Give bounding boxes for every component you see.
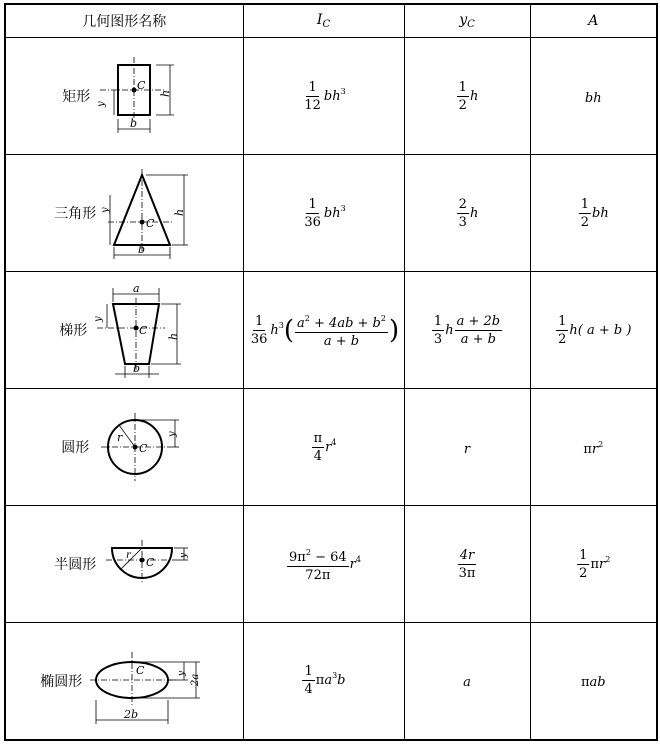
area-paren: ( a + b ) — [577, 322, 632, 338]
header-name — [5, 4, 243, 38]
yc-label: y — [93, 316, 105, 322]
shape-name: 三角形 — [54, 206, 97, 222]
geometry-properties-table — [4, 3, 658, 741]
shape-cell-triangle — [5, 155, 243, 272]
yc-value: r — [463, 441, 471, 457]
header-ic-main: I — [316, 12, 323, 28]
height-label: h — [167, 332, 181, 340]
centroid-label: C — [139, 324, 148, 337]
ic-inner-den: a + b — [323, 334, 360, 349]
ic-cell — [243, 623, 404, 740]
area-den: 2 — [579, 565, 588, 581]
yc-num: 2 — [458, 196, 467, 212]
header-row — [5, 4, 657, 38]
area-cell — [530, 272, 657, 389]
ic-num: 1 — [308, 79, 317, 95]
centroid-label: C — [136, 663, 145, 677]
area-num: 1 — [580, 196, 590, 212]
yc-cell — [404, 38, 530, 155]
ic-inner-mid: + 4ab + b — [309, 316, 381, 331]
ic-num: 1 — [304, 664, 313, 680]
radius-label: r — [126, 550, 132, 561]
table-row — [5, 623, 657, 740]
yc-tail: h — [445, 322, 454, 338]
area-tail: r — [599, 556, 606, 572]
ic-num: 1 — [308, 196, 317, 212]
yc-label: y — [167, 431, 179, 437]
ic-cell — [243, 389, 404, 506]
ic-tail: h — [270, 322, 279, 338]
ic-exp: 3 — [340, 203, 346, 213]
yc-inner-den: a + b — [460, 331, 496, 347]
circle-diagram — [95, 407, 187, 487]
area-cell — [530, 389, 657, 506]
table-row — [5, 506, 657, 623]
centroid-label: C — [139, 442, 148, 455]
ic-cell — [243, 506, 404, 623]
header-yc-sub: C — [467, 19, 475, 30]
centroid-label: C — [137, 79, 146, 92]
yc-num: 4r — [459, 547, 475, 563]
ic-den: 4 — [304, 682, 313, 698]
area-exp: 2 — [605, 554, 611, 564]
ic-tail: bh — [323, 88, 341, 104]
area-pi: π — [590, 556, 599, 572]
shape-cell-circle — [5, 389, 243, 506]
area-tail: r — [591, 441, 599, 457]
header-area — [530, 4, 657, 38]
ic-den: 4 — [313, 448, 322, 464]
yc-tail: h — [469, 205, 479, 221]
base-label: b — [130, 117, 138, 130]
yc-den: 3 — [433, 331, 443, 347]
ic-cell — [243, 155, 404, 272]
yc-cell — [404, 155, 530, 272]
ic-num: 1 — [254, 313, 264, 329]
ic-inner-exp1: 2 — [304, 314, 310, 323]
yc-den: 3π — [458, 565, 476, 581]
ic-exp: 4 — [331, 437, 337, 447]
ic-tail1: a — [324, 673, 333, 689]
header-ic — [243, 4, 404, 38]
yc-den: 2 — [458, 97, 467, 113]
yc-tail: h — [469, 88, 479, 104]
header-yc — [404, 4, 530, 38]
area-exp: 2 — [598, 439, 604, 449]
yc-den: 3 — [458, 214, 467, 230]
table-row — [5, 389, 657, 506]
yc-inner-num: a + 2b — [456, 313, 501, 329]
area-cell — [530, 623, 657, 740]
yc-num: 1 — [458, 79, 467, 95]
shape-name: 半圆形 — [54, 557, 97, 573]
ic-exp: 3 — [332, 671, 338, 681]
yc-label: y — [100, 207, 112, 213]
shape-name: 圆形 — [61, 440, 90, 456]
centroid-label: C — [146, 217, 155, 230]
ic-cell — [243, 38, 404, 155]
ic-den: 72π — [305, 568, 331, 583]
ic-tail: r — [349, 556, 356, 572]
yc-num: 1 — [433, 313, 443, 329]
ic-num-a: 9π — [289, 550, 306, 565]
top-width-label: a — [133, 282, 140, 295]
area-tail: h — [569, 322, 578, 338]
ellipse-diagram — [88, 636, 208, 726]
table-row — [5, 38, 657, 155]
yc-label: y — [177, 670, 188, 676]
header-ic-sub: C — [322, 19, 331, 30]
area-den: 2 — [580, 214, 590, 230]
shape-name: 矩形 — [62, 89, 91, 105]
yc-cell — [404, 389, 530, 506]
ic-num-exp: 2 — [305, 548, 311, 557]
yc-cell — [404, 506, 530, 623]
ic-tail: bh — [323, 205, 341, 221]
semicircle-diagram — [102, 534, 194, 594]
yc-label: y — [179, 552, 190, 558]
area-cell — [530, 155, 657, 272]
width-2b-label: 2b — [124, 707, 139, 721]
ic-tail: r — [325, 439, 332, 455]
centroid-label: C — [146, 556, 155, 569]
yc-label: y — [96, 101, 108, 107]
area-tail: bh — [592, 205, 609, 221]
shape-cell-trapezoid — [5, 272, 243, 389]
header-name-label: 几何图形名称 — [82, 14, 167, 30]
shape-name: 椭圆形 — [40, 673, 83, 690]
area-pi: π — [583, 441, 592, 457]
yc-cell — [404, 623, 530, 740]
area-tail: ab — [589, 675, 606, 691]
ic-exp: 3 — [278, 320, 284, 330]
ic-exp: 4 — [355, 554, 361, 564]
area-num: 1 — [579, 547, 588, 563]
ic-den: 36 — [304, 214, 321, 230]
ic-cell: $\frac{1}{36}$ $h^3$( $\frac{a^2 + 4ab + b^2}{a + b}$ ) — [243, 272, 404, 389]
header-area-label: A — [588, 13, 599, 29]
rectangle-diagram — [96, 51, 186, 141]
ic-inner-a: a — [297, 316, 305, 331]
triangle-diagram — [102, 165, 194, 261]
height-2a-label: 2a — [190, 673, 202, 686]
ic-inner-exp2: 2 — [380, 314, 386, 323]
header-yc-main: y — [459, 12, 468, 28]
ic-num-b: − 64 — [310, 550, 347, 565]
shape-cell-semicircle — [5, 506, 243, 623]
shape-name: 梯形 — [59, 323, 88, 339]
ic-num: π — [313, 430, 323, 446]
ic-pi: π — [315, 673, 325, 689]
ic-den: 12 — [304, 97, 321, 113]
ic-exp: 3 — [340, 86, 346, 96]
height-label: h — [159, 89, 173, 97]
area-cell — [530, 38, 657, 155]
area-pi: π — [580, 675, 590, 691]
table-row — [5, 155, 657, 272]
trapezoid-diagram — [93, 280, 189, 380]
area-value: bh — [584, 90, 602, 106]
area-den: 2 — [558, 331, 567, 347]
radius-label: r — [117, 431, 123, 444]
shape-cell-rectangle — [5, 38, 243, 155]
shape-cell-ellipse — [5, 623, 243, 740]
yc-cell — [404, 272, 530, 389]
table-row — [5, 272, 657, 389]
base-label: b — [133, 362, 141, 375]
yc-value: a — [463, 675, 471, 691]
ic-tail2: b — [337, 673, 346, 689]
base-label: b — [138, 243, 146, 256]
area-num: 1 — [558, 313, 567, 329]
height-label: h — [173, 208, 187, 216]
area-cell — [530, 506, 657, 623]
ic-den: 36 — [250, 331, 268, 347]
